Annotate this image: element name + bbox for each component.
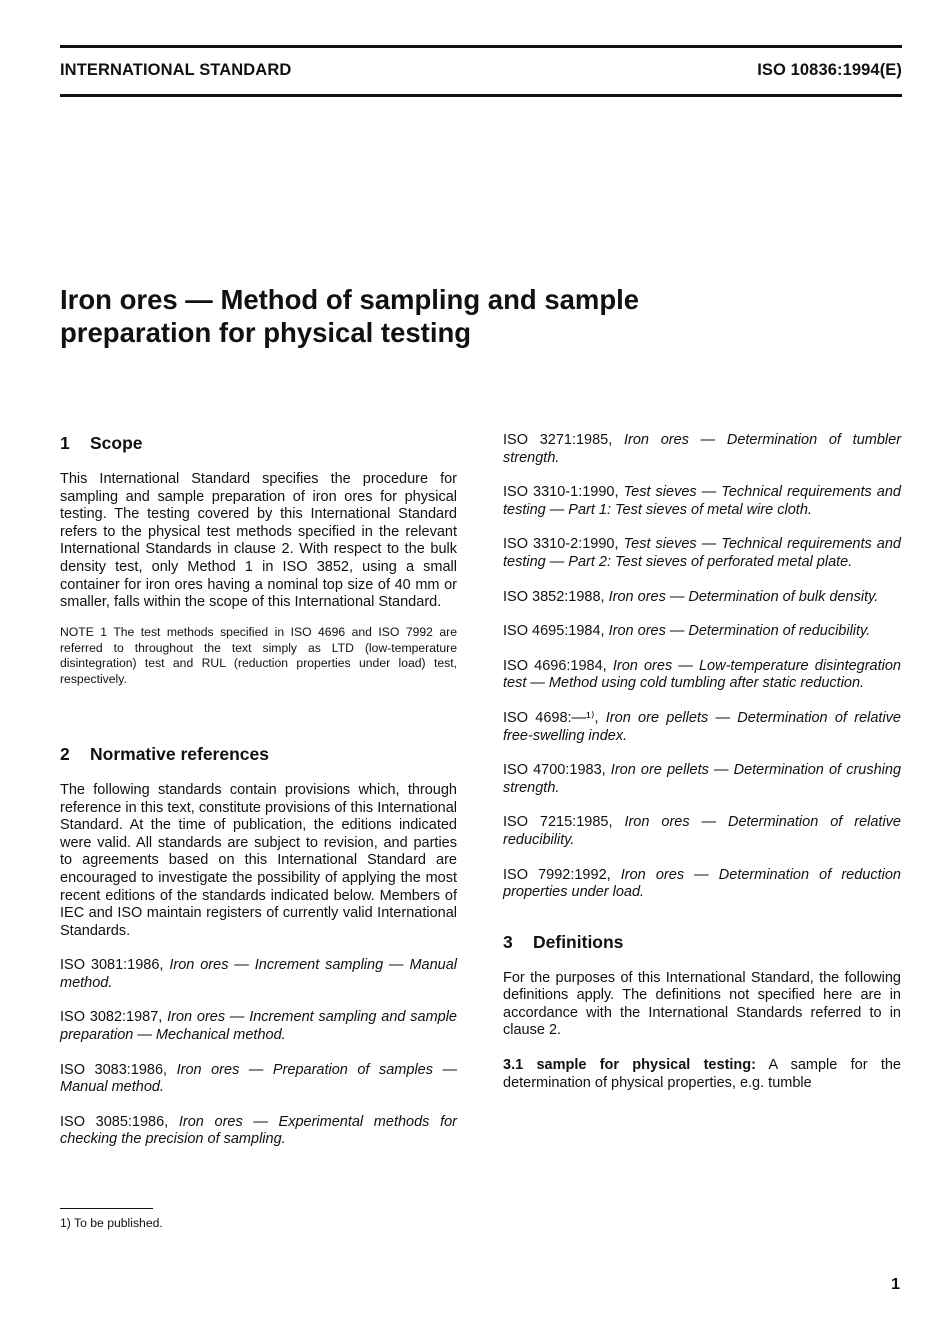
footnote-rule	[60, 1208, 153, 1209]
left-column	[60, 432, 457, 1149]
scope-number: 1	[60, 433, 70, 453]
reference-code: ISO 3083:1986,	[60, 1061, 168, 1078]
scope-heading	[60, 432, 457, 454]
reference-item	[503, 658, 901, 693]
reference-code: ISO 3082:1987,	[60, 1009, 163, 1026]
definition-3-1-text: A sample for the determination of physical properties, e.g. tumble	[503, 1057, 901, 1091]
scope-paragraph: This International Standard specifies the procedure for sampling and sample preparation of iron ores for physical testing. The testing covered by this International Standard refers to the physical test methods specified in the relevant International Standards in clause 2. With respect to the bulk density test, only Method 1 in ISO 3852, using a small container for iron ores having a nominal top size of 40 mm or smaller, falls within the scope of this International Standard.	[60, 471, 457, 611]
header-standard-number: ISO 10836:1994(E)	[757, 61, 902, 79]
reference-title: Iron ores — Determination of tumbler strength.	[503, 432, 902, 466]
reference-title: Test sieves — Technical requirements and testing — Part 1: Test sieves of metal wire cloth.	[503, 484, 901, 518]
reference-title: Iron ores — Increment sampling — Manual method.	[60, 957, 458, 991]
header-top-rule	[60, 45, 902, 48]
reference-item	[503, 536, 901, 571]
scope-heading-text: Scope	[90, 433, 143, 453]
page-title	[60, 283, 840, 349]
reference-title: Iron ores — Increment sampling and sample preparation — Mechanical method.	[60, 1009, 457, 1044]
definition-3-1-term: 3.1 sample for physical testing:	[503, 1057, 756, 1074]
reference-item	[60, 1114, 457, 1149]
reference-code: ISO 7215:1985,	[503, 814, 613, 831]
definitions-heading	[503, 931, 901, 953]
reference-item	[60, 957, 457, 992]
reference-code: ISO 3310-2:1990,	[503, 536, 619, 553]
title-line-2: preparation for physical testing	[60, 317, 472, 348]
definition-3-1	[503, 1057, 901, 1092]
footnote: 1) To be published.	[60, 1216, 163, 1230]
reference-title: Iron ore pellets — Determination of crushing strength.	[503, 762, 902, 796]
reference-item	[503, 762, 901, 797]
reference-title: Iron ore pellets — Determination of relative free-swelling index.	[503, 709, 901, 744]
definitions-number: 3	[503, 931, 513, 952]
reference-title: Iron ores — Determination of bulk density.	[608, 588, 879, 605]
reference-item	[503, 710, 901, 745]
header-document-type: INTERNATIONAL STANDARD	[60, 61, 292, 79]
definitions-heading-text: Definitions	[533, 931, 624, 952]
reference-title: Iron ores — Determination of relative reducibility.	[503, 814, 901, 848]
reference-code: ISO 4700:1983,	[503, 762, 606, 779]
header-bottom-rule	[60, 94, 902, 97]
normative-heading-text: Normative references	[90, 743, 269, 764]
reference-title: Iron ores — Experimental methods for checking the precision of sampling.	[60, 1113, 458, 1148]
reference-title: Iron ores — Determination of reducibility.	[608, 623, 871, 640]
reference-item	[503, 623, 901, 641]
reference-item	[60, 1009, 457, 1044]
reference-item	[503, 867, 901, 902]
normative-number: 2	[60, 743, 70, 764]
reference-title: Test sieves — Technical requirements and testing — Part 2: Test sieves of perforated metal plate.	[503, 536, 901, 570]
reference-item	[503, 484, 901, 519]
reference-item	[60, 1062, 457, 1097]
reference-code: ISO 3310-1:1990,	[503, 484, 619, 501]
scope-note: NOTE 1 The test methods specified in ISO 4696 and ISO 7992 are referred to throughout the text simply as LTD (low-temperature disintegration) test and RUL (reduction properties under load) test, respectively.	[60, 624, 457, 687]
reference-title: Iron ores — Low-temperature disintegration test — Method using cold tumbling after static reduction.	[503, 657, 902, 692]
reference-item	[503, 589, 901, 607]
right-column	[503, 432, 901, 1092]
definitions-paragraph: For the purposes of this International Standard, the following definitions apply. The definitions not specified here are in accordance with the International Standards referred to in clause 2.	[503, 969, 901, 1039]
page-number: 1	[891, 1276, 900, 1293]
reference-title: Iron ores — Determination of reduction properties under load.	[503, 866, 901, 901]
reference-code: ISO 4696:1984,	[503, 657, 607, 674]
reference-title: Iron ores — Preparation of samples — Manual method.	[60, 1061, 457, 1096]
reference-item	[503, 814, 901, 849]
reference-code: ISO 7992:1992,	[503, 866, 611, 883]
reference-item	[503, 432, 901, 467]
reference-code: ISO 4698:—¹⁾,	[503, 709, 599, 726]
reference-code: ISO 4695:1984,	[503, 623, 605, 640]
normative-references-heading	[60, 743, 457, 765]
title-line-1: Iron ores — Method of sampling and sample	[60, 284, 640, 315]
reference-code: ISO 3271:1985,	[503, 432, 613, 448]
reference-code: ISO 3852:1988,	[503, 588, 605, 605]
normative-references-paragraph: The following standards contain provisions which, through reference in this text, constitute provisions of this International Standard. At the time of publication, the editions indicated were valid. All standards are subject to revision, and parties to agreements based on this International Standard are encouraged to investigate the possibility of applying the most recent editions of the standards indicated below. Members of IEC and ISO maintain registers of currently valid International Standards.	[60, 781, 457, 939]
reference-code: ISO 3081:1986,	[60, 957, 164, 974]
reference-code: ISO 3085:1986,	[60, 1113, 169, 1130]
